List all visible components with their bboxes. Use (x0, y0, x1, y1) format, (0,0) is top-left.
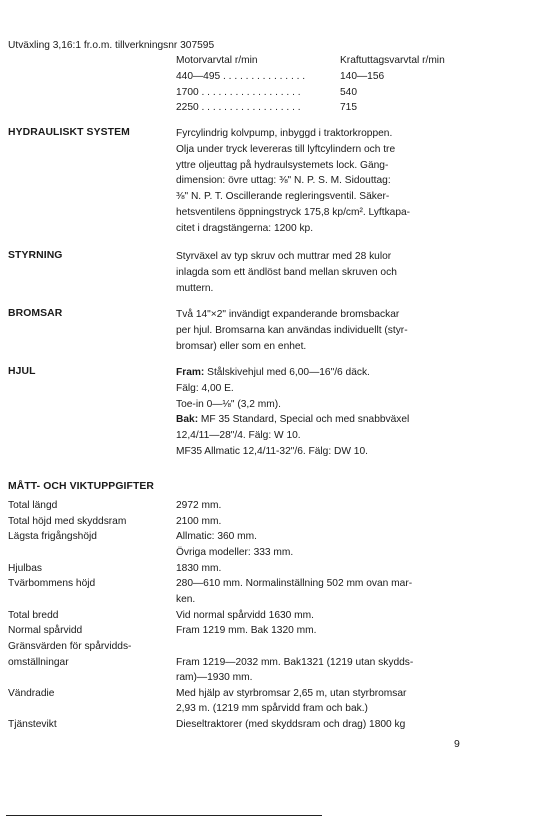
rpm-row (176, 85, 476, 100)
rpm-row (176, 100, 476, 115)
spec-label: Hjulbas (8, 563, 42, 574)
steering-description (176, 249, 461, 296)
text-line: Två 14"×2" invändigt expanderande bromsbackar (176, 309, 400, 320)
spec-label: Normal spårvidd (8, 625, 83, 636)
section-heading-hydraulics: HYDRAULISKT SYSTEM (8, 127, 130, 138)
section-heading-steering: STYRNING (8, 250, 63, 261)
spec-label: Gränsvärden för spårvidds- (8, 641, 132, 652)
spec-value: Allmatic: 360 mm. (176, 531, 257, 542)
spec-value: 2972 mm. (176, 500, 222, 511)
section-heading-wheels: HJUL (8, 366, 36, 377)
text-line: Fyrcylindrig kolvpump, inbyggd i traktorkroppen. (176, 128, 393, 139)
rpm-row (176, 69, 476, 84)
wheels-description (176, 365, 461, 460)
spec-value: 1830 mm. (176, 563, 222, 574)
text-line: muttern. (176, 282, 214, 294)
rear-text: MF 35 Standard, Special och med snabbväxel (198, 414, 410, 426)
text-line: Styrväxel av typ skruv och muttrar med 28 kulor (176, 251, 392, 262)
spec-value: Dieseltraktorer (med skyddsram och drag) 1800 kg (176, 719, 406, 730)
rpm-motor-value: 2250 . . . . . . . . . . . . . . . . . . (176, 102, 301, 113)
text-line (176, 365, 461, 381)
spec-value: Vid normal spårvidd 1630 mm. (176, 610, 314, 621)
rpm-pto-value: 140—156 (340, 71, 385, 82)
spec-label: Total bredd (8, 610, 59, 621)
spec-value: 2100 mm. (176, 516, 222, 527)
text-line: Fälg: 4,00 E. (176, 382, 234, 394)
spec-value: Fram 1219 mm. Bak 1320 mm. (176, 625, 317, 636)
spec-value: ram)—1930 mm. (176, 672, 253, 683)
bottom-rule (6, 815, 322, 816)
section-heading-brakes: BROMSAR (8, 308, 63, 319)
rpm-header-motor: Motorvarvtal r/min (176, 55, 258, 66)
rpm-motor-value: 1700 . . . . . . . . . . . . . . . . . . (176, 87, 301, 98)
text-line: ⅜" N. P. T. Oscillerande regleringsventil. Säker- (176, 191, 390, 203)
spec-label: Tvärbommens höjd (8, 578, 96, 589)
spec-label: Total höjd med skyddsram (8, 516, 127, 527)
page-number: 9 (454, 738, 460, 750)
front-text: Stålskivehjul med 6,00—16"/6 däck. (204, 367, 370, 378)
rpm-header-pto: Kraftuttagsvarvtal r/min (340, 55, 445, 66)
text-line: Olja under tryck levereras till lyftcylindern och tre (176, 143, 396, 155)
text-line: hetsventilens öppningstryck 175,8 kp/cm². Lyftkapa- (176, 206, 411, 218)
text-line: dimension: övre uttag: ⅜" N. P. S. M. Sidouttag: (176, 175, 391, 187)
transmission-ratio-note: Utväxling 3,16:1 fr.o.m. tillverkningsnr 307595 (8, 40, 215, 51)
spec-label: Total längd (8, 500, 58, 511)
front-label: Fram: (176, 367, 205, 378)
rpm-pto-value: 540 (340, 87, 357, 98)
rear-label: Bak: (176, 414, 199, 426)
section-heading-dimensions: MÅTT- OCH VIKTUPPGIFTER (8, 481, 155, 492)
rpm-pto-value: 715 (340, 102, 357, 113)
spec-label: Lägsta frigångshöjd (8, 531, 97, 542)
spec-label: omställningar (8, 657, 69, 668)
text-line: MF35 Allmatic 12,4/11-32"/6. Fälg: DW 10. (176, 445, 368, 457)
text-line: inlagda som ett ändlöst band mellan skruven och (176, 266, 397, 278)
text-line: 12,4/11—28"/4. Fälg: W 10. (176, 430, 301, 442)
spec-value: Fram 1219—2032 mm. Bak1321 (1219 utan skydds- (176, 657, 414, 668)
text-line: Toe-in 0—⅛" (3,2 mm). (176, 398, 281, 410)
spec-value: 280—610 mm. Normalinställning 502 mm ovan mar- (176, 578, 413, 589)
text-line: citet i dragstängerna: 1200 kp. (176, 222, 314, 234)
text-line: yttre oljeuttag på hydraulsystemets lock. Gäng- (176, 159, 389, 171)
text-line: per hjul. Bromsarna kan användas individuellt (styr- (176, 324, 408, 336)
hydraulics-description (176, 126, 461, 237)
text-line (176, 412, 461, 428)
spec-value: Med hjälp av styrbromsar 2,65 m, utan styrbromsar (176, 688, 407, 699)
spec-value: ken. (176, 594, 196, 605)
spec-label: Tjänstevikt (8, 719, 57, 730)
spec-value: Övriga modeller: 333 mm. (176, 547, 294, 558)
spec-label: Vändradie (8, 688, 55, 699)
text-line: bromsar) eller som en enhet. (176, 340, 307, 352)
rpm-motor-value: 440—495 . . . . . . . . . . . . . . . (176, 71, 306, 82)
spec-value: 2,93 m. (1219 mm spårvidd fram och bak.) (176, 703, 368, 714)
brakes-description (176, 307, 461, 354)
